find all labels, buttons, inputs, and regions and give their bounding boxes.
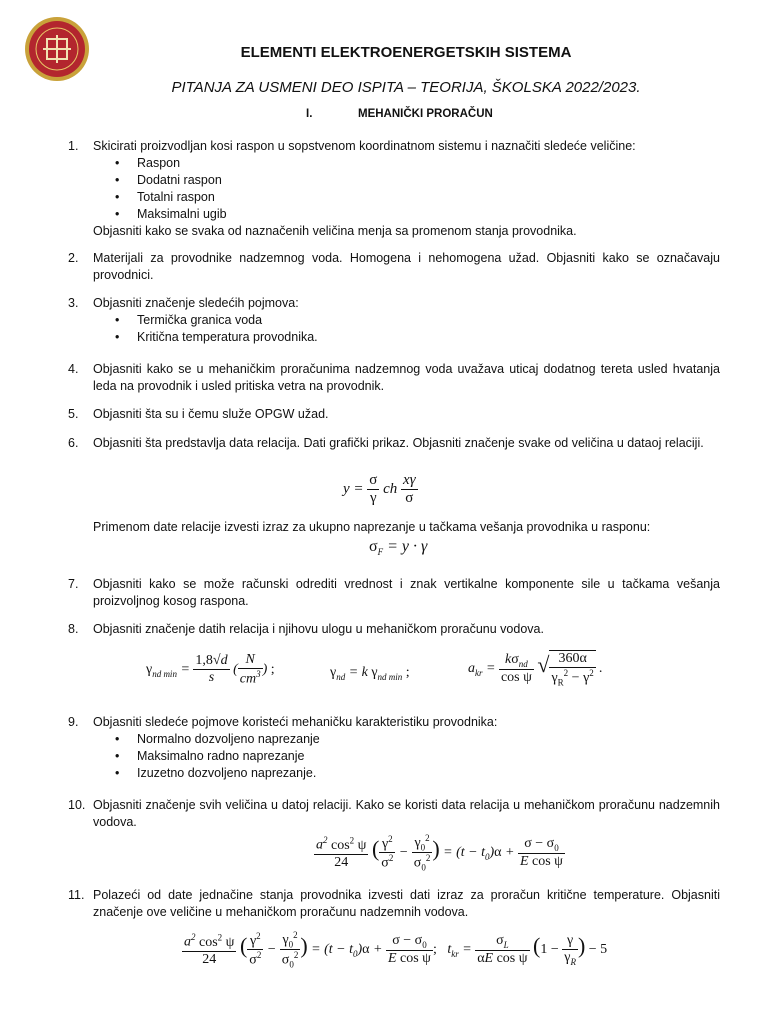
question-6-continuation: Primenom date relacije izvesti izraz za ukupno naprezanje u tačkama vešanja provodnika u rasponu: — [93, 520, 651, 534]
bullet-list — [115, 731, 720, 782]
question-11: 11. Polazeći od date jednačine stanja provodnika izvesti dati izraz za proračun kritične temperature. Objasniti značenje ove veličine u mehaničkom proračunu nadzemnih vodova. — [68, 888, 720, 919]
question-1: 1. Skicirati proizvodljan kosi raspon u sopstvenom koordinatnom sistemu i naznačiti sledeće veličine: • Raspon • Dodatni raspon • Totalni raspon • Maksimalni ugib Objasniti kako se svaka od naznačenih veličina menja sa promenom stanja provodnika. — [68, 138, 720, 240]
question-5: 5. Objasniti šta su i čemu služe OPGW užad. — [68, 407, 329, 421]
bullet-list — [115, 312, 720, 346]
formula-catenary: y = $\frac{\sigma}{\gamma}$ ch $\frac{x\gamma}{\sigma}$ — [343, 472, 416, 506]
page-title: ELEMENTI ELEKTROENERGETSKIH SISTEMA — [240, 44, 572, 61]
question-7: 7. Objasniti kako se može računski odrediti vrednost i znak vertikalne komponente sile u tačkama vešanja proizvoljnog kosog raspona. — [68, 577, 720, 608]
list-item: • Kritična temperatura provodnika. — [115, 329, 720, 346]
list-item: • Termička granica voda — [115, 312, 720, 329]
bullet-list — [115, 155, 720, 223]
question-10: 10. Objasniti značenje svih veličina u datoj relaciji. Kako se koristi data relacija u mehaničkom proračunu nadzemnih vodova. — [68, 798, 720, 829]
list-item: • Dodatni raspon — [115, 172, 720, 189]
list-item: • Raspon — [115, 155, 720, 172]
question-4: 4. Objasniti kako se u mehaničkim proračunima nadzemnog voda uvažava uticaj dodatnog tereta usled hvatanja leda na provodnik i usled pritiska vetra na provodnik. — [68, 362, 720, 393]
list-item: • Maksimalno radno naprezanje — [115, 748, 720, 765]
formula-critical-span: $a_{kr}$ = $\frac{k\sigma_{nd}}{\text{cos ψ}}$ √ $\frac{360\alpha}{\gamma_R^2 - \gamma^2}$ . — [468, 651, 603, 688]
list-item: • Izuzetno dozvoljeno naprezanje. — [115, 765, 720, 782]
question-8: 8. Objasniti značenje datih relacija i njihovu ulogu u mehaničkom proračunu vodova. — [68, 622, 544, 636]
list-item: • Totalni raspon — [115, 189, 720, 206]
question-6: 6. Objasniti šta predstavlja data relacija. Dati grafički prikaz. Objasniti značenje svake od veličina u dataoj relaciji. — [68, 436, 704, 450]
question-3: 3. Objasniti značenje sledećih pojmova: • Termička granica voda • Kritična temperatura provodnika. — [68, 295, 720, 346]
formula-state-equation: $\frac{a^2 \cos^2 \psi}{24}$ ( $\frac{\gamma^2}{\sigma^2}$ − $\frac{\gamma_0^2}{\sigma_0^2}$ ) = $(t - t_0)\alpha$ + $\frac{\sigma - \sigma_0}{\text{E cos ψ}}$ — [316, 833, 563, 873]
formula-stress-suspension: $\sigma_F = y \cdot \gamma$ — [369, 538, 428, 558]
list-item: • Maksimalni ugib — [115, 206, 720, 223]
list-item: • Normalno dozvoljeno naprezanje — [115, 731, 720, 748]
question-2: 2. Materijali za provodnike nadzemnog voda. Homogena i nehomogena užad. Objasniti kako se označavaju provodnici. — [68, 251, 720, 282]
section-heading: I. MEHANIČKI PRORAČUN — [306, 108, 493, 120]
formula-additional-load: $\gamma_{nd min}$ = $\frac{1,8√d}{s}$ ( $\frac{N}{cm^3}$ ) ; — [146, 652, 275, 687]
formula-critical-temperature: $\frac{a^2 \cos^2 \psi}{24}$ ( $\frac{\gamma^2}{\sigma^2}$ − $\frac{\gamma_0^2}{\sigma_0^2}$ ) = $(t - t_0)\alpha$ + $\frac{\sigma - \sigma_0}{\text{E cos ψ}}$ ; $t_{kr}$ = $\frac{\sigma_L}{\text{αE cos ψ}}$ (1 − $\frac{\gamma}{\gamma_R}$ ) − 5 — [184, 930, 608, 970]
question-9: 9. Objasniti sledeće pojmove koristeći mehaničku karakteristiku provodnika: • Normalno dozvoljeno naprezanje • Maksimalno radno naprezanje • Izuzetno dozvoljeno naprezanje. — [68, 714, 720, 782]
formula-coefficient: $\gamma_{nd} = k$ $\gamma_{nd min}$ ; — [330, 665, 410, 682]
page-subtitle: PITANJA ZA USMENI DEO ISPITA – TEORIJA, ŠKOLSKA 2022/2023. — [171, 79, 641, 96]
